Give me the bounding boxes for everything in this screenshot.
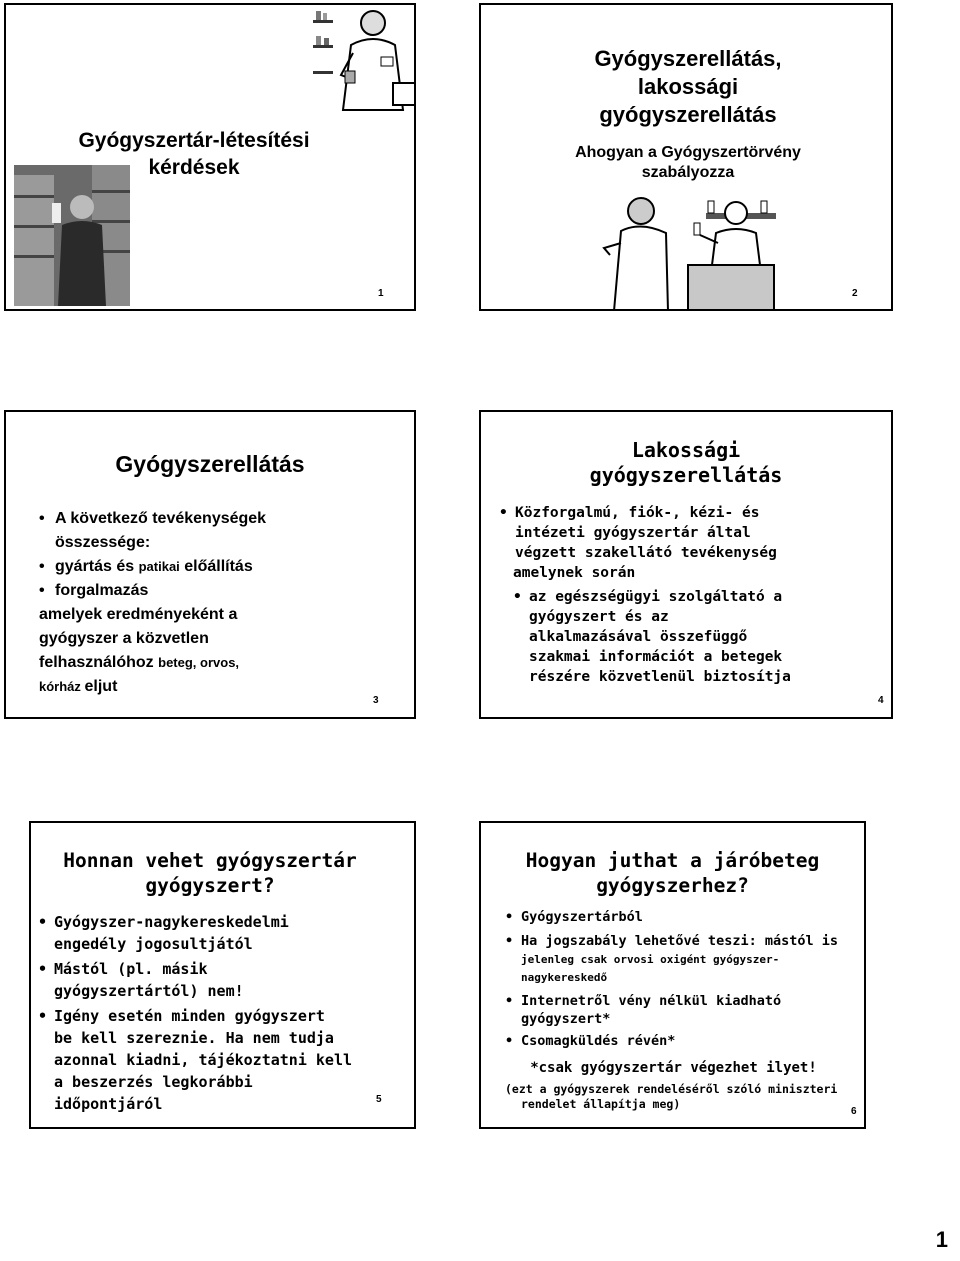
slide-number: 6 (851, 1106, 857, 1117)
footnote: *csak gyógyszertár végezhet ilyet! (530, 1060, 817, 1076)
list-item: • gyártás és patikai előállítás (55, 555, 405, 579)
list-item: • forgalmazás (55, 579, 405, 603)
slide-2-title: Gyógyszerellátás, lakossági gyógyszerellátás (594, 46, 782, 127)
pharmacy-shelves-photo (14, 165, 130, 306)
slide-5 (29, 821, 416, 1129)
slide-3-title: Gyógyszerellátás (115, 451, 305, 477)
list-item: • az egészségügyi szolgáltató a gyógyszert és az alkalmazásával összefüggő szakmai információt a betegek részére közvetlenül biztosítja (529, 587, 889, 687)
list-item: • Internetről vény nélkül kiadható gyógyszert* (521, 992, 866, 1028)
pharmacy-counter-clipart-image (596, 193, 776, 311)
slide-4 (479, 410, 893, 719)
list-item: • Mástól (pl. másik gyógyszertártól) nem! (54, 958, 409, 1002)
slide-number: 2 (852, 288, 858, 299)
list-item: • A következő tevékenységek összessége: (55, 507, 405, 555)
list-item: • Igény esetén minden gyógyszert be kell szereznie. Ha nem tudja azonnal kiadni, tájékoztatni kell a beszerzés legkorábbi időpontjáról (54, 1005, 409, 1115)
slide-4-content (513, 503, 889, 687)
slide-5-content (54, 911, 409, 1115)
slide-6-content (521, 908, 866, 1050)
slide-number: 1 (378, 288, 384, 299)
list-item: • Ha jogszabály lehetővé teszi: mástól is jelenleg csak orvosi oxigént gyógyszer- nagykereskedő (521, 932, 866, 986)
list-item: • Közforgalmú, fiók-, kézi- és intézeti gyógyszertár által végzett szakellátó tevékenység (515, 503, 889, 563)
slide-3 (4, 410, 416, 719)
list-item: • Gyógyszertárból (521, 908, 866, 926)
slide-5-title: Honnan vehet gyógyszertár gyógyszert? (63, 849, 357, 897)
slide-1-title: Gyógyszertár-létesítési kérdések (78, 129, 310, 179)
list-item: • Csomagküldés révén* (521, 1032, 866, 1050)
slide-number: 5 (376, 1094, 382, 1105)
slide-6-title: Hogyan juthat a járóbeteg gyógyszerhez? (525, 849, 820, 897)
slide-number: 4 (878, 695, 884, 706)
slide-4-title: Lakossági gyógyszerellátás (589, 438, 783, 487)
slide-6 (479, 821, 866, 1129)
footnote-source: (ezt a gyógyszerek rendeléséről szóló miniszteri rendelet állapítja meg) (505, 1082, 838, 1111)
list-item: • Gyógyszer-nagykereskedelmi engedély jogosultjától (54, 911, 409, 955)
slide-2-subtitle: Ahogyan a Gyógyszertörvény szabályozza (575, 144, 801, 181)
list-item: amelyek eredményeként a gyógyszer a közvetlen felhasználóhoz beteg, orvos, kórház eljut (39, 606, 240, 695)
slide-1 (4, 3, 416, 311)
slide-2 (479, 3, 893, 311)
slide-number: 3 (373, 695, 379, 706)
pharmacist-clipart-image (311, 5, 416, 113)
slide-3-content (39, 507, 405, 699)
list-item: amelynek során (513, 565, 636, 581)
page-number: 1 (935, 1227, 948, 1252)
